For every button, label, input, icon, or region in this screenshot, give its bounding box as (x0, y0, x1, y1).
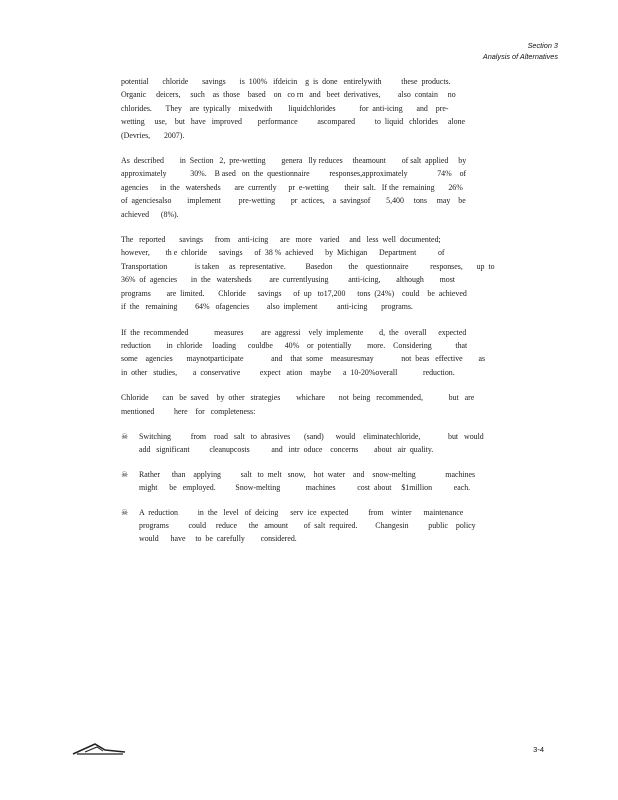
text-line: Transportation is taken as representative. Basedon the questionnaire responses, up to (121, 261, 495, 271)
text-line: A reduction in the level of deicing serv ice expected from winter maintenance (139, 507, 464, 517)
text-line: mentioned here for completeness: (121, 406, 256, 416)
text-line: agencies in the watersheds are currently pr e-wetting their salt. If the remaining 26% (121, 182, 463, 192)
section-label: Section 3 (527, 41, 558, 50)
running-header (483, 41, 558, 62)
bullet-item (121, 468, 539, 495)
text-line: programs could reduce the amount of salt required. Changesin public policy (139, 520, 476, 530)
paragraph (121, 326, 539, 380)
text-line: would have to be carefully considered. (139, 534, 297, 544)
text-line: 36% of agencies in the watersheds are currentlyusing anti-icing, although most (121, 275, 455, 285)
text-line: might be employed. Snow-melting machines cost about $1million each. (139, 483, 471, 493)
text-line: Rather than applying salt to melt snow, hot water and snow-melting machines (139, 469, 476, 479)
text-line: If the recommended measures are aggressi vely implemente d, the overall expected (121, 327, 467, 337)
text-line: however, th e chloride savings of 38 % achieved by Michigan Department of (121, 248, 445, 258)
text-line: As described in Section 2, pre-wetting genera lly reduces theamount of salt applied by (121, 156, 467, 166)
text-line: Organic deicers, such as those based on co rn and beet derivatives, also contain no (121, 90, 456, 100)
text-line: Switching from road salt to abrasives (sand) would eliminatechloride, but would (139, 431, 484, 441)
text-line: potential chloride savings is 100% ifdeicin g is done entirelywith these products. (121, 77, 451, 86)
text-line: some agencies maynotparticipate and that some measuresmay not beas effective as (121, 354, 486, 364)
text-line: programs are limited. Chloride savings of up to17,200 tons (24%) could be achieved (121, 288, 467, 298)
page-number: 3-4 (533, 745, 544, 754)
paragraph (121, 233, 539, 313)
text-line: in other studies, a conservative expect ation maybe a 10-20%overall reduction. (121, 367, 455, 377)
text-line: wetting use, but have improved performance ascompared to liquid chlorides alone (121, 117, 466, 127)
text-line: Chloride can be saved by other strategies whichare not being recommended, but are (121, 393, 475, 403)
text-line: add significant cleanupcosts and intr oduce concerns about air quality. (139, 445, 434, 455)
bullet-item (121, 506, 539, 546)
text-line: of agenciesalso implement pre-wetting pr actices, a savingsof 5,400 tons may be (121, 196, 466, 206)
body-text (121, 75, 539, 557)
text-line: (Devries, 2007). (121, 130, 185, 140)
bullet-icon: ☠ (121, 507, 129, 517)
bullet-list (121, 430, 539, 546)
paragraph (121, 75, 539, 142)
company-logo (71, 740, 127, 756)
text-line: The reported savings from anti-icing are more varied and less well documented; (121, 235, 441, 245)
text-line: if the remaining 64% ofagencies also implement anti-icing programs. (121, 302, 413, 312)
text-line: reduction in chloride loading couldbe 40% or potentially more. Considering that (121, 340, 468, 350)
text-line: chlorides. They are typically mixedwith liquidchlorides for anti-icing and pre- (121, 103, 449, 113)
paragraph (121, 154, 539, 221)
bullet-item (121, 430, 539, 457)
paragraph-group (121, 75, 539, 418)
bullet-icon: ☠ (121, 469, 129, 479)
bullet-icon: ☠ (121, 431, 129, 441)
text-line: achieved (8%). (121, 209, 179, 219)
section-title: Analysis of Alternatives (482, 51, 558, 61)
paragraph (121, 391, 539, 418)
text-line: approximately 30%. B ased on the questionnaire responses,approximately 74% of (121, 169, 467, 179)
